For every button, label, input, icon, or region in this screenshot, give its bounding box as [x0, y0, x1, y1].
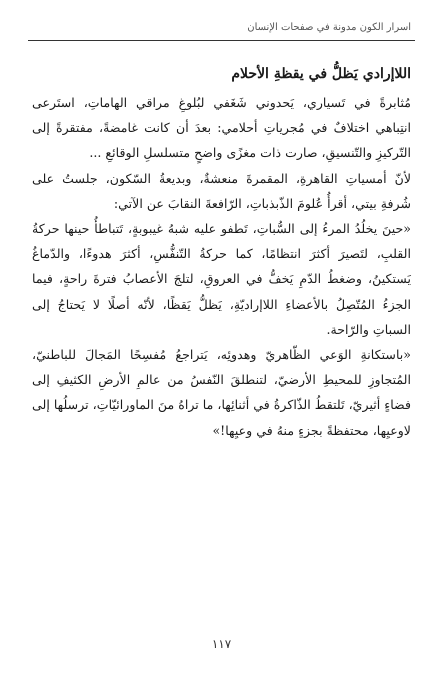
body-text [32, 62, 411, 443]
section-heading: اللاإرادي يَظلُّ في يقظةِ الأحلام [231, 66, 411, 82]
paragraph-1: مُثابرةً في تَسياري، يَحدوني شَغَفي لبُلوغِ مراقي الهاماتِ، استَرعى انتِباهي اختلافٌ في مُجرياتِ أحلامي: بعدَ أن كانت غامضةً، مفتقرةً إلى التّركيزِ والتّنسيقِ، صارت ذات مغزًى واضحٍ متسلسلِ الوقائعِ ... [32, 95, 411, 161]
paragraph-4: «باستكانةِ الوَعي الظّاهريّ وهدوئِه، يَتراجعُ مُفسِحًا المَجالَ للباطنيّ، المُتجاوزِ للمحيطِ الأرضيّ، لتنطلقَ النّفسُ من عالمِ الأرضِ الكثيفِ إلى فضاءٍ أثيريّ، تَلتقطُ الذّاكرةُ في أثنائِها، ما تراهُ منَ الماورائيّاتِ، ترسلُها إلى لاوعيِها، محتفظةً بجزءٍ منهُ في وعيِها!» [32, 347, 411, 438]
page-number: ١١٧ [211, 637, 232, 651]
paragraph-3: «حينَ يخلُدُ المرءُ إلى السُّباتِ، تَطفو عليه شبهُ غيبوبةٍ، تَتباطأُ حينها حركةُ القلبِ، لتَصيرَ أكثرَ انتظامًا، كما حركةُ التّنفُّسِ، أكثرَ هدوءًا، والدّماغُ يَستكينُ، وضغطُ الدّمِ يَخفُّ في العروقِ، لتلجَ الأعصابُ فترةَ راحةٍ، فيما الجزءُ المُتّصِلُ بالأعضاءِ اللاإراديّةِ، يَظلُّ يَقظًا، لأنّه أصلًا لا يَحتاجُ إلى السباتِ والرّاحة. [32, 221, 411, 337]
paragraph-2: لأنّ أمسياتِ القاهرةِ، المقمرةَ منعشةٌ، وبديعةُ السّكون، جلستُ على شُرفةِ بيتي، أقرأُ عُلومَ الذّبذباتِ، الرّافعةَ النقابَ عن الآتي: [32, 170, 411, 211]
header-rule [28, 40, 415, 41]
running-header: أسرار الكون مدونة في صفحات الإنسان [247, 22, 411, 33]
